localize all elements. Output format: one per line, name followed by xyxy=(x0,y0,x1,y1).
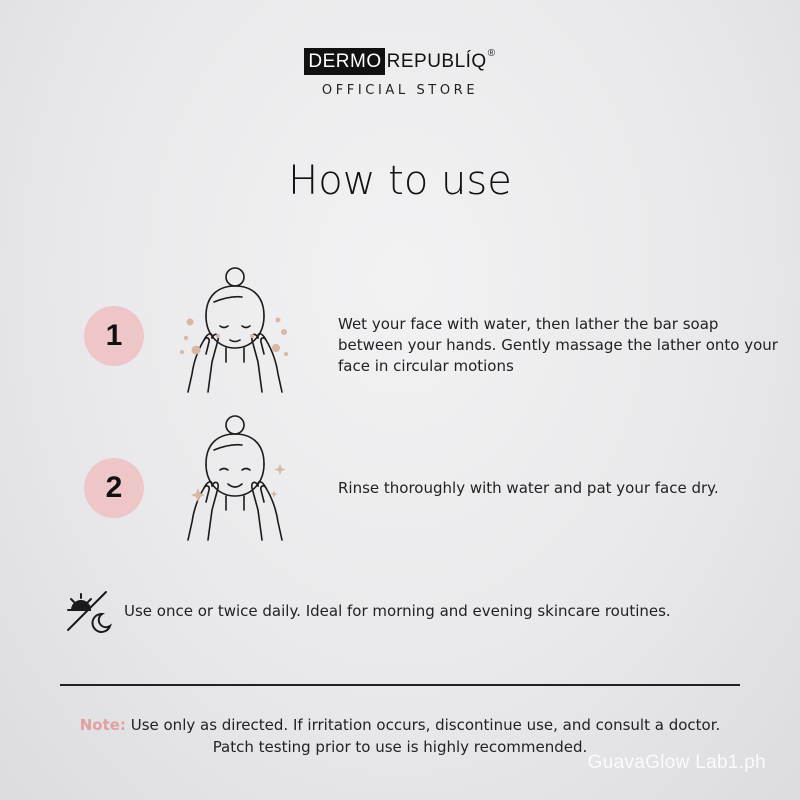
logo-dermo: DERMO xyxy=(304,48,384,75)
note-line-1: Use only as directed. If irritation occurs, discontinue use, and consult a doctor. xyxy=(130,716,721,734)
logo-republiq: REPUBLÍQ xyxy=(386,51,487,72)
note-label: Note: xyxy=(79,716,126,734)
page-title: How to use xyxy=(288,158,512,204)
face-rinse-icon xyxy=(178,414,292,548)
sun-moon-icon xyxy=(64,588,114,634)
note-line-2: Patch testing prior to use is highly recommended. xyxy=(212,738,588,756)
step-2-number: 2 xyxy=(84,458,144,518)
step-1-number: 1 xyxy=(84,306,144,366)
official-store-label: OFFICIAL STORE xyxy=(321,83,479,98)
brand-logo xyxy=(304,48,495,75)
daily-usage xyxy=(64,588,671,634)
face-lather-icon xyxy=(178,266,292,400)
watermark: GuavaGlow Lab1.ph xyxy=(587,752,766,773)
brand-header xyxy=(0,48,800,98)
step-1-text: Wet your face with water, then lather the bar soap between your hands. Gently massage the lather onto your face in circular motions xyxy=(338,315,778,375)
logo-registered: ® xyxy=(487,48,496,59)
daily-usage-text: Use once or twice daily. Ideal for morning and evening skincare routines. xyxy=(124,602,671,620)
divider xyxy=(60,684,740,686)
step-2-text: Rinse thoroughly with water and pat your face dry. xyxy=(338,479,719,497)
